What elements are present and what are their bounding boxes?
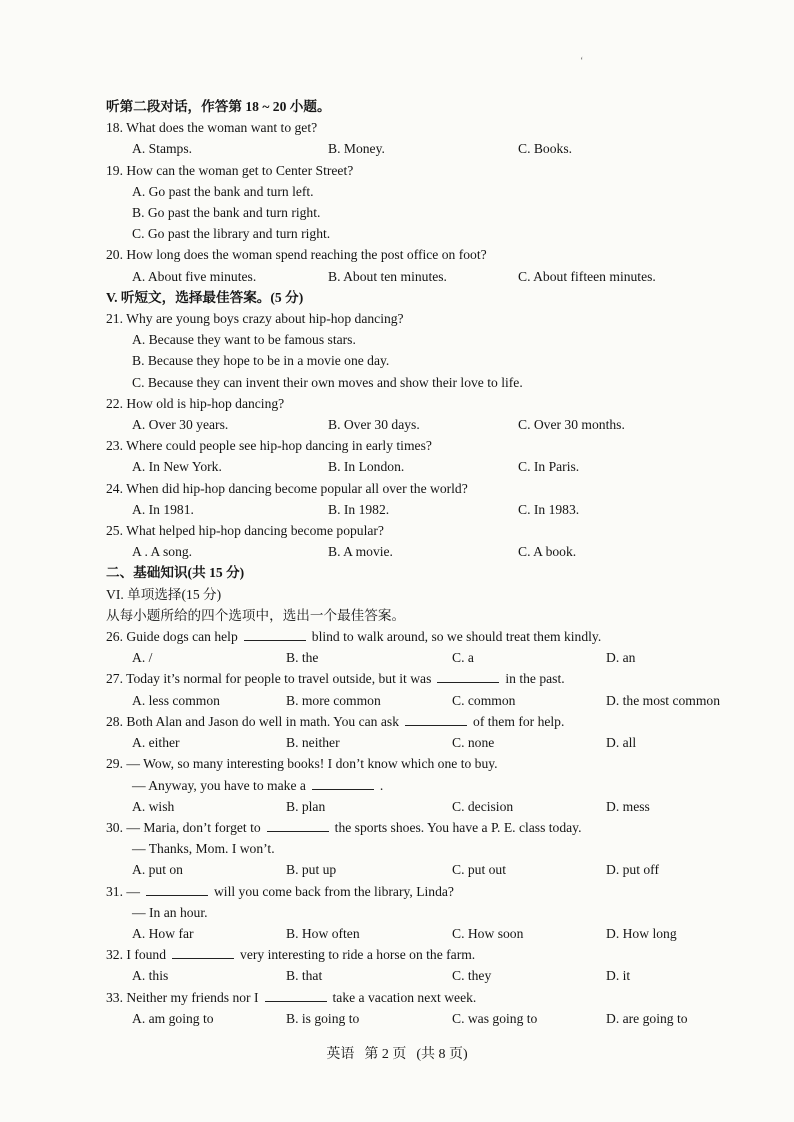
options-32: A. this B. that C. they D. it	[132, 968, 631, 984]
exam-content	[106, 96, 746, 1029]
page-footer	[0, 1043, 794, 1063]
corner-mark: ‘	[580, 56, 584, 67]
option-19a: A. Go past the bank and turn left.	[132, 183, 314, 199]
question-21: 21. Why are young boys crazy about hip-hop dancing?	[106, 311, 404, 327]
options-18: A. Stamps. B. Money. C. Books.	[132, 141, 573, 157]
question-23: 23. Where could people see hip-hop dancing in early times?	[106, 438, 432, 454]
question-31-reply: — In an hour.	[132, 904, 208, 920]
options-24: A. In 1981. B. In 1982. C. In 1983.	[132, 501, 580, 517]
answer-blank	[172, 947, 234, 959]
question-18: 18. What does the woman want to get?	[106, 120, 318, 136]
answer-blank	[312, 778, 374, 790]
option-21a: A. Because they want to be famous stars.	[132, 332, 356, 348]
footer-page-number: 第 2 页	[364, 1047, 407, 1062]
question-20: 20. How long does the woman spend reaching the post office on foot?	[106, 247, 487, 263]
answer-blank	[244, 629, 306, 641]
question-19: 19. How can the woman get to Center Street?	[106, 162, 354, 178]
question-28: 28. Both Alan and Jason do well in math. You can ask of them for help.	[106, 713, 565, 729]
section-heading-5: V. 听短文，选择最佳答案。(5 分)	[106, 289, 304, 305]
answer-blank	[405, 714, 467, 726]
question-29: 29. — Wow, so many interesting books! I don’t know which one to buy.	[106, 756, 498, 772]
question-31: 31. — will you come back from the library, Linda?	[106, 883, 454, 899]
answer-blank	[265, 990, 327, 1002]
question-33: 33. Neither my friends nor I take a vacation next week.	[106, 989, 477, 1005]
options-25: A . A song. B. A movie. C. A book.	[132, 544, 577, 560]
question-27: 27. Today it’s normal for people to travel outside, but it was in the past.	[106, 671, 565, 687]
footer-total-pages: (共 8 页)	[416, 1047, 468, 1062]
answer-blank	[146, 884, 208, 896]
section-instructions-6: 从每小题所给的四个选项中，选出一个最佳答案。	[106, 607, 406, 623]
options-26: A. / B. the C. a D. an	[132, 650, 636, 666]
question-32: 32. I found very interesting to ride a horse on the farm.	[106, 947, 476, 963]
options-23: A. In New York. B. In London. C. In Paris.	[132, 459, 580, 475]
section-heading-6: VI. 单项选择(15 分)	[106, 586, 222, 602]
question-25: 25. What helped hip-hop dancing become popular?	[106, 523, 384, 539]
footer-subject: 英语	[326, 1047, 355, 1062]
question-26: 26. Guide dogs can help blind to walk around, so we should treat them kindly.	[106, 629, 602, 645]
options-27: A. less common B. more common C. common D. the most common	[132, 692, 721, 708]
options-29: A. wish B. plan C. decision D. mess	[132, 798, 650, 814]
answer-blank	[267, 820, 329, 832]
options-31: A. How far B. How often C. How soon D. How long	[132, 925, 677, 941]
options-22: A. Over 30 years. B. Over 30 days. C. Over 30 months.	[132, 417, 625, 433]
question-22: 22. How old is hip-hop dancing?	[106, 395, 285, 411]
question-29-reply: — Anyway, you have to make a .	[132, 777, 384, 793]
options-20: A. About five minutes. B. About ten minutes. C. About fifteen minutes.	[132, 268, 656, 284]
question-30-reply: — Thanks, Mom. I won’t.	[132, 841, 275, 857]
option-21c: C. Because they can invent their own moves and show their love to life.	[132, 374, 523, 390]
option-19b: B. Go past the bank and turn right.	[132, 205, 321, 221]
option-19c: C. Go past the library and turn right.	[132, 226, 331, 242]
question-30: 30. — Maria, don’t forget to the sports shoes. You have a P. E. class today.	[106, 819, 582, 835]
section-heading-dialog2: 听第二段对话，作答第 18 ~ 20 小题。	[106, 99, 331, 114]
part-heading-2: 二、基础知识(共 15 分)	[106, 565, 245, 581]
options-28: A. either B. neither C. none D. all	[132, 735, 637, 751]
options-30: A. put on B. put up C. put out D. put off	[132, 862, 659, 878]
question-24: 24. When did hip-hop dancing become popular all over the world?	[106, 480, 468, 496]
option-21b: B. Because they hope to be in a movie one day.	[132, 353, 390, 369]
answer-blank	[437, 671, 499, 683]
options-33: A. am going to B. is going to C. was going to D. are going to	[132, 1010, 688, 1026]
